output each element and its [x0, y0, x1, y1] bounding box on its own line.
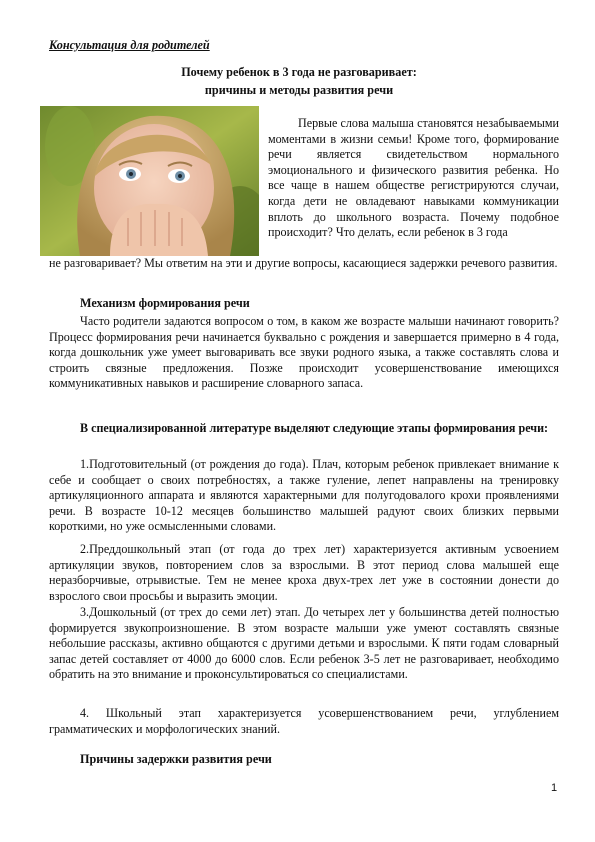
speech-mechanism-paragraph: Часто родители задаются вопросом о том, в каком же возрасте малыши начинают говорить? Процесс формирования речи начинается буквально с рождения и завершается примерно в 4 года, когда дошкольник уже умеет выговаривать все звуки родного языка, а также составлять слова и строить связные предложения. Позже происходит усовершенствование имеющихся коммуникативных навыков и расширение словарного запаса.: [49, 314, 559, 391]
article-title-line-1: Почему ребенок в 3 года не разговаривает:: [181, 65, 417, 79]
page-number: 1: [551, 782, 558, 794]
stage-paragraph: 2.Преддошкольный этап (от года до трех лет) характеризуется активным усвоением артикуляции звуков, повторением слов за взрослыми. В этот период слова малышей еще неразборчивые, отрывистые. Тем не менее кроха двух-трех лет уже в состоянии донести до взрослого свои просьбы и выразить эмоции.: [49, 542, 559, 603]
section-heading-speech-delay-causes: Причины задержки развития речи: [80, 752, 272, 766]
stage-paragraph: 3.Дошкольный (от трех до семи лет) этап. До четырех лет у большинства детей полностью формируется звукопроизношение. В этом возрасте малыши уже умеют составлять связные небольшие рассказы, активно общаются с другими детьми и взрослыми. К пяти годам словарный запас детей составляет от 4000 до 6000 слов. Если ребенок 3-5 лет не разговаривает, необходимо обратить на это внимание и проконсультироваться со специалистами.: [49, 605, 559, 682]
intro-paragraph: Первые слова малыша становятся незабываемыми моментами в жизни семьи! Кроме того, формирование речи является свидетельством нормального эмоционального и физического развития ребенка. Но все чаще в нашем обществе регистрируются случаи, когда дети не овладевают навыками коммуникации вплоть до школьного возраста. Почему подобное происходит? Что делать, если ребенок в 3 года: [268, 116, 559, 240]
stages-intro-paragraph: В специализированной литературе выделяют следующие этапы формирования речи:: [80, 421, 549, 435]
consultation-kicker: Консультация для родителей: [49, 38, 210, 52]
section-heading-speech-mechanism: Механизм формирования речи: [80, 296, 250, 310]
stage-paragraph: 1.Подготовительный (от рождения до года). Плач, которым ребенок привлекает внимание к себе и сообщает о своих потребностях, а также гуление, лепет направлены на тренировку артикуляционного аппарата и являются характерными для полугодовалого крохи проявлениями речи. В возрасте 10-12 месяцев большинство малышей радуют своих близких первыми короткими, но уже осмысленными словами.: [49, 457, 559, 534]
intro-paragraph-continued: не разговаривает? Мы ответим на эти и другие вопросы, касающиеся задержки речевого развития.: [49, 256, 558, 270]
article-title-line-2: причины и методы развития речи: [204, 83, 394, 97]
child-photo: [40, 106, 259, 256]
stage-paragraph: 4. Школьный этап характеризуется усовершенствованием речи, углублением грамматических и морфологических знаний.: [49, 706, 559, 736]
